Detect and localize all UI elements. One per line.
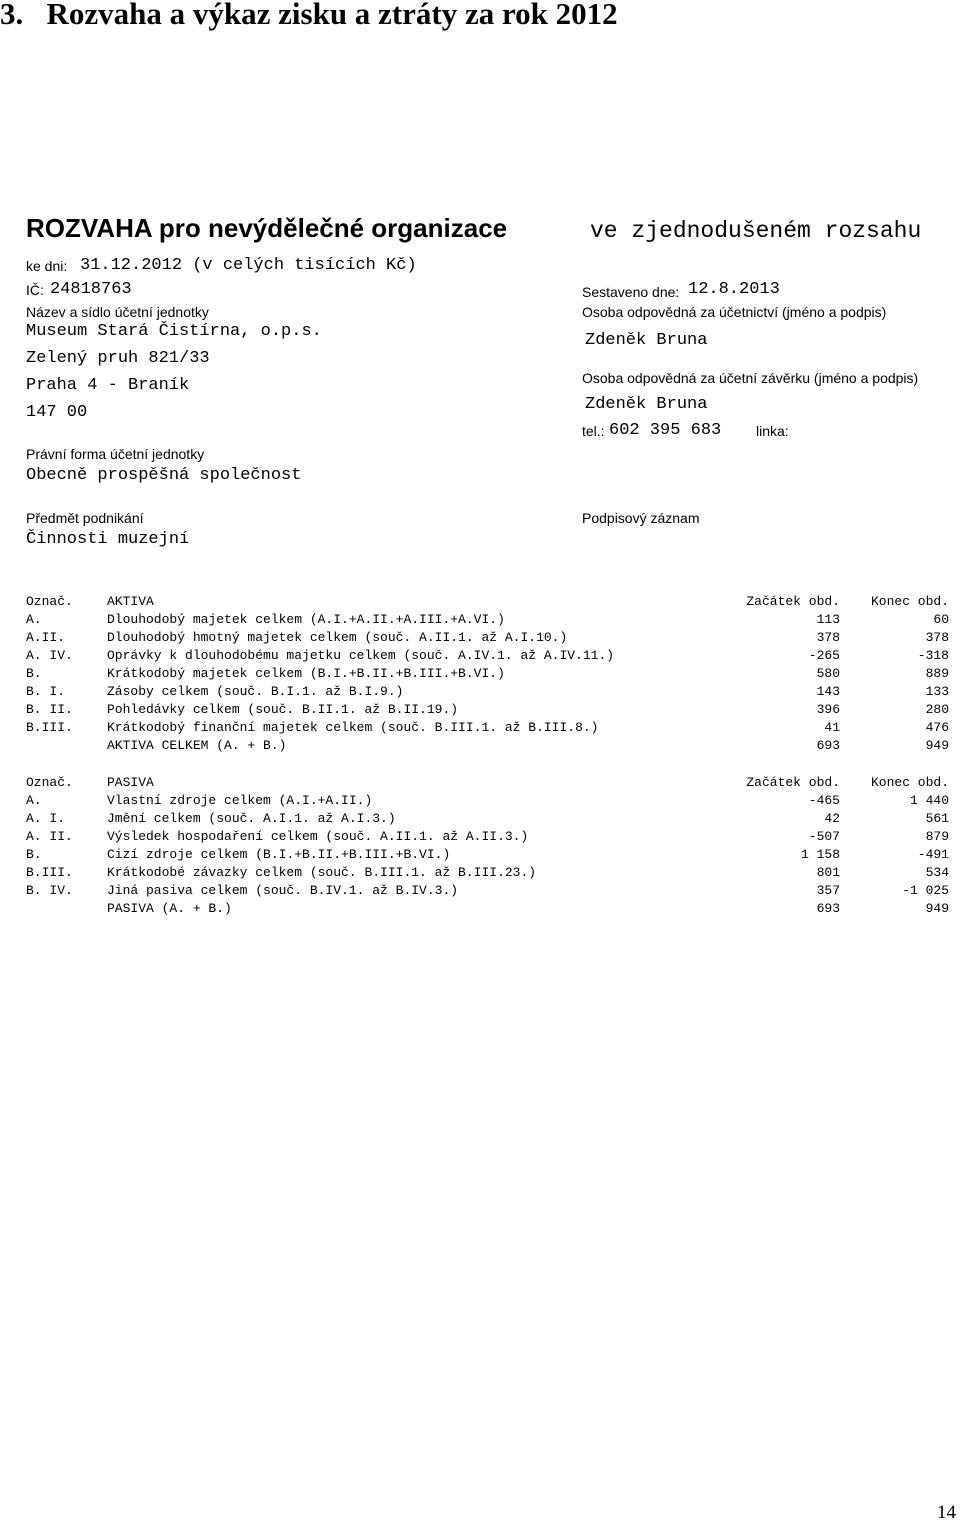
row-end: 949 [925,901,949,916]
header-name: AKTIVA [107,594,154,609]
row-code: A. IV. [26,648,73,663]
header-code: Označ. [26,775,73,790]
business-label: Předmět podnikání [26,510,144,526]
table-row [0,883,960,901]
row-start: 580 [816,666,840,681]
row-name: Jmění celkem (souč. A.I.1. až A.I.3.) [107,811,396,826]
row-start: 693 [816,738,840,753]
legal-form-label: Právní forma účetní jednotky [26,446,205,462]
row-name: Zásoby celkem (souč. B.I.1. až B.I.9.) [107,684,404,699]
row-name: Výsledek hospodaření celkem (souč. A.II.1. až A.II.3.) [107,829,529,844]
header-start: Začátek obd. [746,594,840,609]
row-end: 949 [925,738,949,753]
table-row [0,612,960,630]
linka-label: linka: [756,423,789,439]
name-label: Název a sídlo účetní jednotky [26,304,209,320]
header-name: PASIVA [107,775,154,790]
form-subtitle: ve zjednodušeném rozsahu [590,218,922,244]
row-start: 113 [816,612,840,627]
row-name: AKTIVA CELKEM (A. + B.) [107,738,287,753]
row-start: 1 158 [800,847,840,862]
row-end: 1 440 [909,793,949,808]
row-start: 42 [824,811,840,826]
closing-person-value: Zdeněk Bruna [585,395,708,414]
name-line: 147 00 [26,403,88,422]
pasiva-header-row [0,775,960,793]
name-line: Museum Stará Čistírna, o.p.s. [26,322,322,341]
row-code: B. I. [26,684,66,699]
row-code: A. [26,793,42,808]
row-name: Dlouhodobý hmotný majetek celkem (souč. A.II.1. až A.I.10.) [107,630,568,645]
row-start: 801 [816,865,840,880]
row-start: -465 [808,793,840,808]
page-number: 14 [937,1502,956,1523]
table-row [0,630,960,648]
table-row-total [0,901,960,919]
row-code: A. [26,612,42,627]
table-row [0,702,960,720]
row-name: Cizí zdroje celkem (B.I.+B.II.+B.III.+B.VI.) [107,847,451,862]
row-name: Vlastní zdroje celkem (A.I.+A.II.) [107,793,373,808]
tel-label: tel.: [582,423,605,439]
row-code: A.II. [26,630,66,645]
row-name: Jiná pasiva celkem (souč. B.IV.1. až B.IV.3.) [107,883,459,898]
row-name: Krátkodobý majetek celkem (B.I.+B.II.+B.III.+B.VI.) [107,666,505,681]
row-end: 879 [925,829,949,844]
table-row-total [0,738,960,756]
row-end: -491 [917,847,949,862]
aktiva-header-row [0,594,960,612]
header-start: Začátek obd. [746,775,840,790]
row-start: 378 [816,630,840,645]
row-code: A. I. [26,811,66,826]
ic-label: IČ: [26,282,44,298]
table-row [0,793,960,811]
row-end: 476 [925,720,949,735]
row-name: PASIVA (A. + B.) [107,901,232,916]
table-row [0,829,960,847]
compiled-label: Sestaveno dne: [582,284,680,300]
row-code: B.III. [26,865,73,880]
accounting-person-label: Osoba odpovědná za účetnictví (jméno a podpis) [582,304,887,320]
accounting-person-value: Zdeněk Bruna [585,331,708,350]
row-start: -507 [808,829,840,844]
legal-form-value: Obecně prospěšná společnost [26,466,302,485]
row-end: -1 025 [902,883,949,898]
compiled-value: 12.8.2013 [688,280,780,299]
table-row [0,684,960,702]
tel-value: 602 395 683 [609,421,722,440]
row-name: Krátkodobý finanční majetek celkem (souč. B.III.1. až B.III.8.) [107,720,599,735]
header-end: Konec obd. [870,594,949,609]
signature-label: Podpisový záznam [582,510,700,526]
row-start: -265 [808,648,840,663]
row-end: 534 [925,865,949,880]
row-name: Oprávky k dlouhodobému majetku celkem (souč. A.IV.1. až A.IV.11.) [107,648,615,663]
row-end: -318 [917,648,949,663]
header-end: Konec obd. [870,775,949,790]
row-code: A. II. [26,829,73,844]
date-value: 31.12.2012 (v celých tisících Kč) [80,256,417,275]
business-value: Činnosti muzejní [26,530,190,549]
row-end: 889 [925,666,949,681]
name-line: Zelený pruh 821/33 [26,349,210,368]
row-code: B. II. [26,702,73,717]
row-start: 143 [816,684,840,699]
table-row [0,811,960,829]
row-name: Pohledávky celkem (souč. B.II.1. až B.II.19.) [107,702,459,717]
table-row [0,666,960,684]
row-end: 378 [925,630,949,645]
row-name: Dlouhodobý majetek celkem (A.I.+A.II.+A.III.+A.VI.) [107,612,505,627]
table-row [0,648,960,666]
table-row [0,865,960,883]
ic-value: 24818763 [50,280,132,299]
form-title: ROZVAHA pro nevýdělečné organizace [26,213,508,243]
row-code: B. [26,847,42,862]
name-line: Praha 4 - Braník [26,376,190,395]
row-code: B. IV. [26,883,73,898]
header-code: Označ. [26,594,73,609]
row-start: 41 [824,720,840,735]
table-row [0,720,960,738]
row-start: 396 [816,702,840,717]
row-end: 60 [933,612,949,627]
date-label: ke dni: [26,258,68,274]
closing-person-label: Osoba odpovědná za účetní závěrku (jméno a podpis) [582,370,919,386]
row-end: 133 [925,684,949,699]
row-start: 693 [816,901,840,916]
table-row [0,847,960,865]
row-code: B.III. [26,720,73,735]
row-end: 280 [925,702,949,717]
row-end: 561 [925,811,949,826]
row-start: 357 [816,883,840,898]
row-name: Krátkodobé závazky celkem (souč. B.III.1. až B.III.23.) [107,865,537,880]
row-code: B. [26,666,42,681]
page-heading: 3. Rozvaha a výkaz zisku a ztráty za rok 2012 [0,0,618,31]
